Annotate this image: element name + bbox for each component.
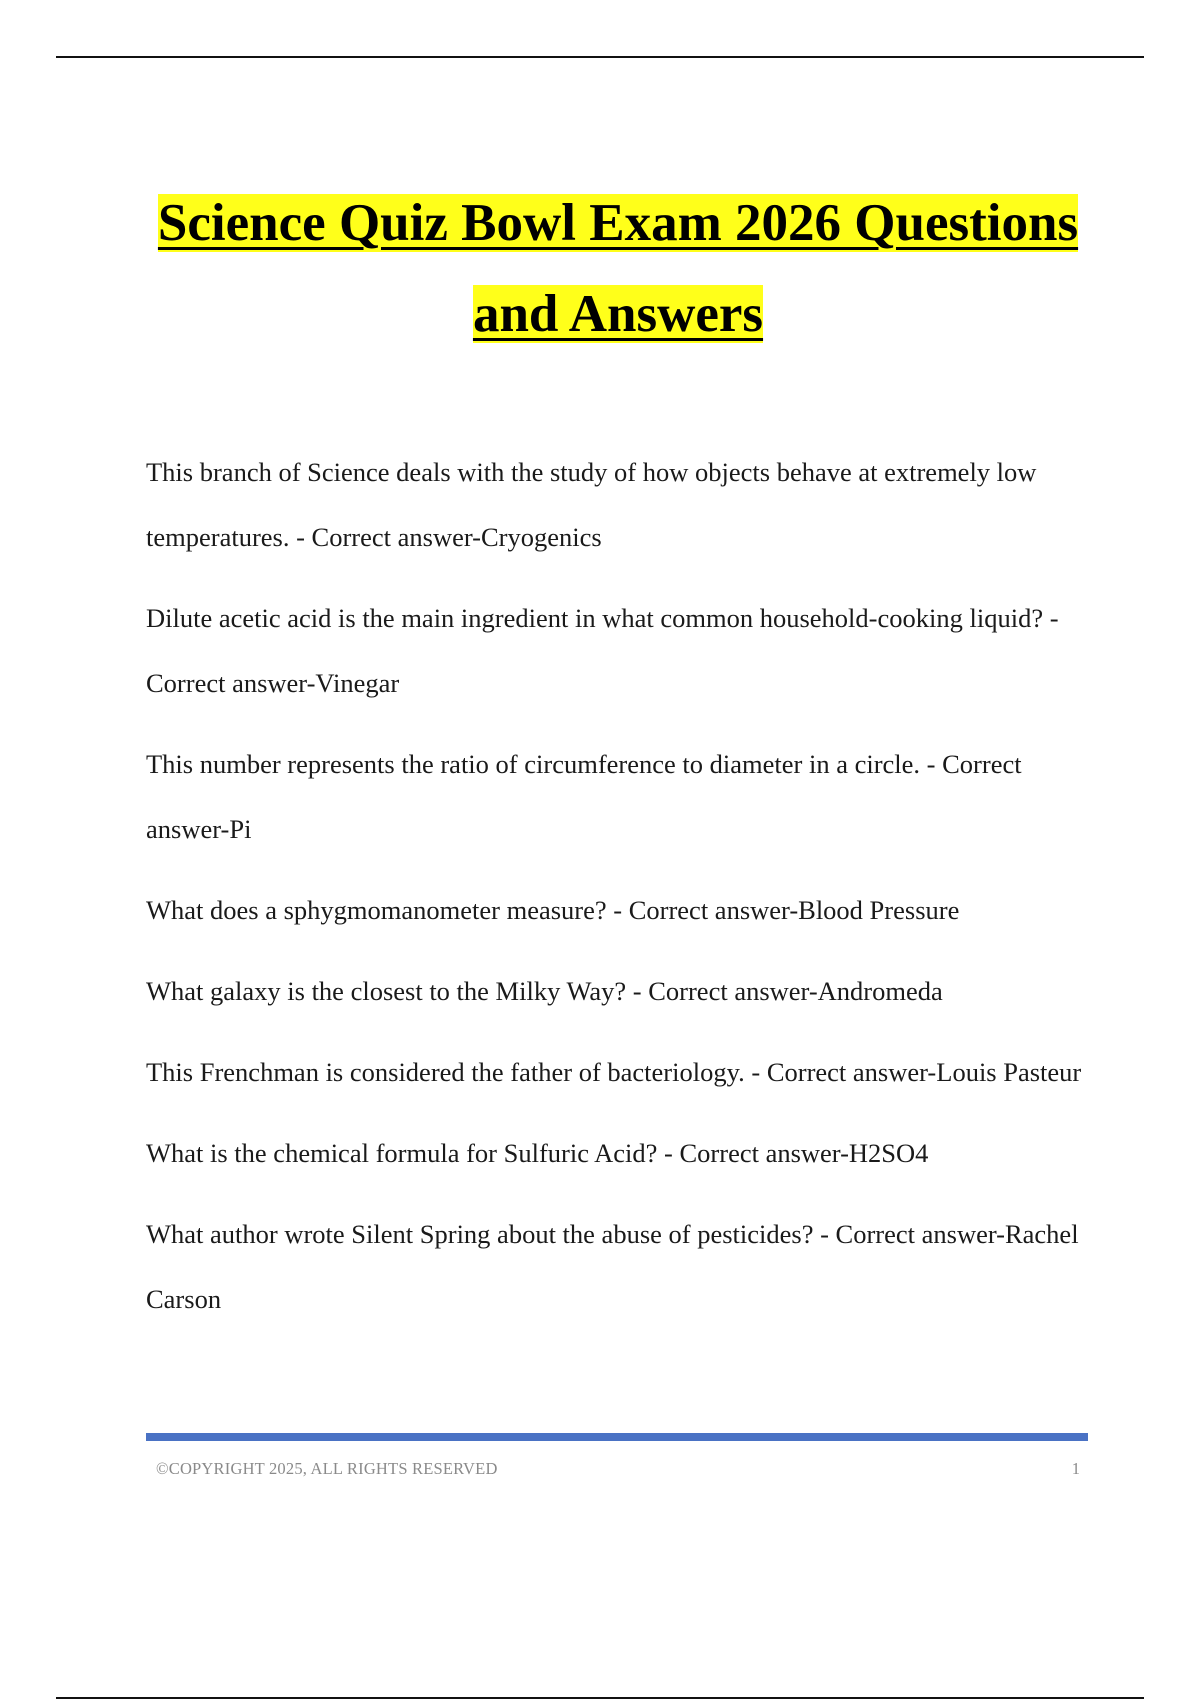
qa-item: What does a sphygmomanometer measure? - Correct answer-Blood Pressure bbox=[146, 895, 960, 925]
qa-list bbox=[146, 440, 1091, 1348]
qa-item: What galaxy is the closest to the Milky Way? - Correct answer-Andromeda bbox=[146, 976, 943, 1006]
qa-item: What is the chemical formula for Sulfuric Acid? - Correct answer-H2SO4 bbox=[146, 1138, 929, 1168]
document-title bbox=[146, 178, 1090, 360]
footer-copyright: ©COPYRIGHT 2025, ALL RIGHTS RESERVED bbox=[156, 1459, 498, 1478]
page-number: 1 bbox=[1071, 1459, 1080, 1478]
footer-divider-bar bbox=[146, 1433, 1088, 1441]
top-rule bbox=[56, 56, 1144, 58]
bottom-rule bbox=[56, 1697, 1144, 1699]
qa-item: This Frenchman is considered the father of bacteriology. - Correct answer-Louis Pasteur bbox=[146, 1057, 1082, 1087]
qa-item: This branch of Science deals with the study of how objects behave at extremely low temperatures. - Correct answer-Cryogenics bbox=[146, 457, 1037, 552]
qa-item: This number represents the ratio of circumference to diameter in a circle. - Correct answer-Pi bbox=[146, 749, 1022, 844]
title-line-1: Science Quiz Bowl Exam 2026 Questions bbox=[157, 194, 1079, 252]
qa-item: Dilute acetic acid is the main ingredient in what common household-cooking liquid? - Correct answer-Vinegar bbox=[146, 603, 1059, 698]
qa-item: What author wrote Silent Spring about the abuse of pesticides? - Correct answer-Rachel Carson bbox=[146, 1219, 1079, 1314]
title-line-2: and Answers bbox=[472, 285, 764, 343]
